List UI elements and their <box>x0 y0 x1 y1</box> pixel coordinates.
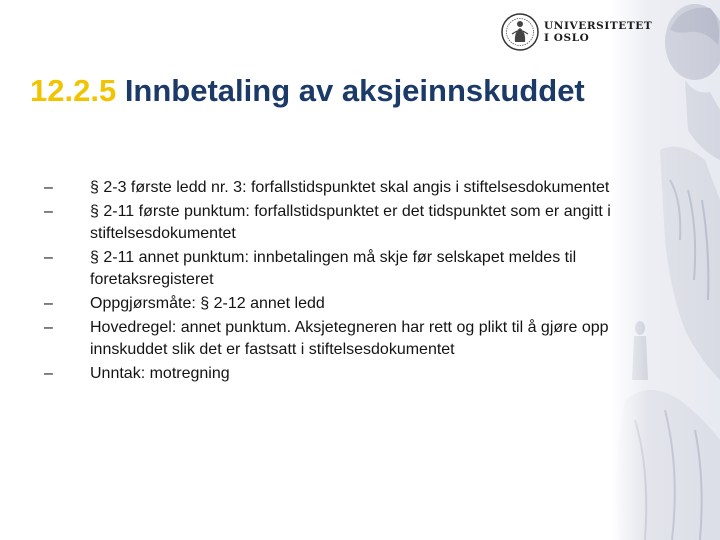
bullet-item <box>44 177 634 199</box>
slide-title-text: Innbetaling av aksjeinnskuddet <box>116 73 585 108</box>
bullet-dash: – <box>44 365 53 382</box>
bullet-dash: – <box>44 319 53 336</box>
bullet-dash: – <box>44 179 53 196</box>
bullet-item <box>44 293 634 315</box>
bullet-text: § 2-11 første punktum: forfallstidspunktet er det tidspunktet som er angitt i stiftelsesdokumentet <box>90 203 611 242</box>
bullet-dash: – <box>44 203 53 220</box>
university-logo <box>500 12 653 52</box>
bullet-item <box>44 363 634 385</box>
slide-title <box>30 72 590 110</box>
university-name-line-1: UNIVERSITETET <box>544 20 653 32</box>
bullet-text: § 2-3 første ledd nr. 3: forfallstidspunktet skal angis i stiftelsesdokumentet <box>90 179 610 196</box>
bullet-item <box>44 247 634 291</box>
bullet-item <box>44 201 634 245</box>
bullet-list <box>44 177 634 387</box>
bullet-item <box>44 317 634 361</box>
bullet-dash: – <box>44 295 53 312</box>
bullet-text: Hovedregel: annet punktum. Aksjetegneren har rett og plikt til å gjøre opp innskuddet slik det er fastsatt i stiftelsesdokumentet <box>90 319 609 358</box>
bullet-text: § 2-11 annet punktum: innbetalingen må skje før selskapet meldes til foretaksregisteret <box>90 249 577 288</box>
university-name <box>544 20 652 44</box>
university-name-line-2: I OSLO <box>544 32 590 44</box>
bullet-text: Unntak: motregning <box>90 365 230 382</box>
university-seal-icon <box>500 12 540 52</box>
bullet-dash: – <box>44 249 53 266</box>
bullet-text: Oppgjørsmåte: § 2-12 annet ledd <box>90 295 325 312</box>
slide-title-number: 12.2.5 <box>30 73 117 108</box>
